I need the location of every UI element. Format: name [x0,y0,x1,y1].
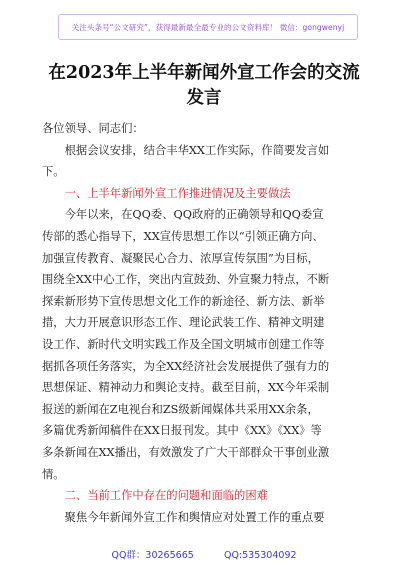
paragraph-line: 今年以来，在QQ委、QQ政府的正确领导和QQ委宣 [64,208,324,222]
paragraph-line: 设工作、新时代文明实践工作及全国文明城市创建工作等 [42,337,325,351]
document-body [42,118,368,528]
section-heading-1: 一、上半年新闻外宣工作推进情况及主要做法 [64,186,291,200]
paragraph-line: 探索新形势下宣传思想文化工作的新途径、新方法、新举 [42,294,325,308]
paragraph-line: 加强宣传教育、凝聚民心合力、浓厚宣传氛围”为目标， [42,251,319,265]
salutation: 各位领导、同志们： [42,122,144,135]
title-line-2: 发言 [186,88,222,108]
paragraph-line: 据抓各项任务落实，为全XX经济社会发展提供了强有力的 [42,359,330,373]
title-line-1: 在2023年上半年新闻外宣工作会的交流 [48,63,360,83]
section-2-line-1: 聚焦今年新闻外宣工作和舆情应对处置工作的重点要 [64,510,325,524]
paragraph-line: 措，大力开展意识形态工作、理论武装工作、精神文明建 [42,316,325,330]
paragraph-line: 思想保证、精神动力和舆论支持。截至目前，XX今年采制 [42,381,330,395]
intro-line-2: 下。 [42,165,65,179]
promo-banner-text: 关注头条号“公文研究”，获得最新最全最专业的公文资料库！ 微信：gongwenyj [71,22,345,32]
promo-banner [58,14,358,40]
section-1-paragraph [42,204,368,485]
paragraph-line: 围绕全XX中心工作，突出内宣鼓劲、外宣聚力特点，不断 [42,273,330,287]
document-title [40,61,368,111]
intro-line-1: 根据会议安排，结合丰华XX工作实际，作简要发言如 [64,143,330,157]
footer-contact: QQ群：30265665 QQ:535304092 [111,550,297,561]
paragraph-line: 传部的悉心指导下，XX宣传思想工作以“引领正确方向、 [42,229,324,243]
paragraph-line: 多条新闻在XX播出，有效激发了广大干部群众干事创业激 [42,445,330,459]
section-heading-2: 二、当前工作中存在的问题和面临的困难 [64,489,268,503]
paragraph-line: 多篇优秀新闻稿件在XX日报刊发。其中《XX》《XX》等 [42,424,322,438]
paragraph-line: 情。 [42,467,65,481]
paragraph-line: 报送的新闻在Z电视台和ZS级新闻媒体共采用XX余条， [42,402,319,416]
